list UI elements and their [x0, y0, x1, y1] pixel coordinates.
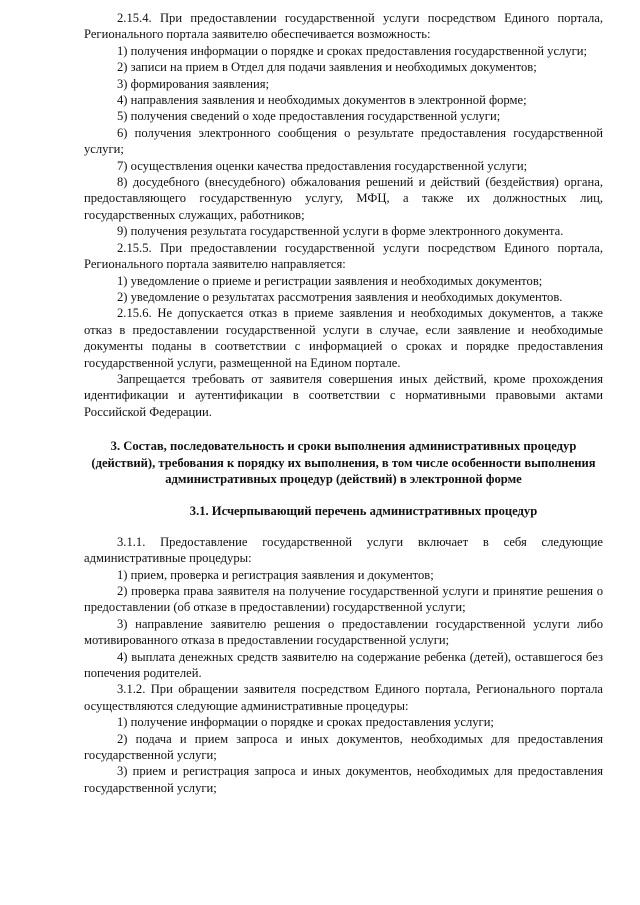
spacer — [84, 420, 603, 438]
list-item: 1) получение информации о порядке и сроках предоставления услуги; — [117, 715, 494, 730]
list-item: 3) формирования заявления; — [117, 76, 270, 91]
list-item: 2) уведомление о результатах рассмотрения заявления и необходимых документов. — [117, 289, 563, 304]
list-item: 1) получения информации о порядке и сроках предоставления государственной услуги; — [117, 43, 588, 58]
list-item: 2) записи на прием в Отдел для подачи заявления и необходимых документов; — [117, 60, 537, 75]
paragraph-2-15-6: 2.15.6. Не допускается отказ в приеме заявления и необходимых документов, а также отказ в предоставлении государственной услуги в случае, если заявление и необходимые документы поданы в соответствии с информацией о сроках и порядке предоставления государственной услуги, размещенной на Едином портале. — [84, 306, 603, 370]
list-item: 8) досудебного (внесудебного) обжалования решений и действий (бездействия) органа, предоставляющего государственную услугу, МФЦ, а также их должностных лиц, государственных служащих, работников; — [84, 175, 603, 222]
list-item: 3) прием и регистрация запроса и иных документов, необходимых для предоставления государственной услуги; — [84, 764, 603, 795]
list-item: 4) направления заявления и необходимых документов в электронной форме; — [117, 93, 527, 108]
subsection-heading: 3.1. Исчерпывающий перечень административных процедур — [189, 504, 538, 519]
list-item: 5) получения сведений о ходе предоставления государственной услуги; — [117, 109, 501, 124]
list-item: 1) прием, проверка и регистрация заявления и документов; — [117, 567, 434, 582]
list-item: 4) выплата денежных средств заявителю на содержание ребенка (детей), оставшегося без попечения родителей. — [84, 649, 603, 681]
section-heading: 3. Состав, последовательность и сроки выполнения административных процедур (действий), требования к порядку их выполнения, в том числе особенности выполнения административных процедур (действий) в электронной форме — [91, 439, 596, 486]
paragraph-3-1-2: 3.1.2. При обращении заявителя посредством Единого портала, Регионального портала осуществляются следующие административные процедуры: — [84, 682, 603, 713]
paragraph-prohibition: Запрещается требовать от заявителя совершения иных действий, кроме прохождения идентификации и аутентификации в соответствии с нормативными правовыми актами Российской Федерации. — [84, 371, 603, 419]
list-item: 9) получения результата государственной услуги в форме электронного документа. — [117, 224, 564, 239]
spacer — [84, 487, 603, 503]
list-item: 1) уведомление о приеме и регистрации заявления и необходимых документов; — [117, 273, 543, 288]
list-item: 7) осуществления оценки качества предоставления государственной услуги; — [117, 158, 528, 173]
paragraph-3-1-1: 3.1.1. Предоставление государственной услуги включает в себя следующие административные процедуры: — [84, 534, 603, 566]
list-item: 3) направление заявителю решения о предоставлении государственной услуги либо мотивированного отказа в предоставлении государственной услуги; — [84, 616, 603, 648]
list-item: 2) проверка права заявителя на получение государственной услуги и принятие решения о предоставлении (об отказе в предоставлении) государственной услуги; — [84, 584, 603, 615]
list-item: 6) получения электронного сообщения о результате предоставления государственной услуги; — [84, 125, 603, 157]
spacer — [84, 520, 603, 534]
list-item: 2) подача и прием запроса и иных документов, необходимых для предоставления государственной услуги; — [84, 731, 603, 763]
paragraph-2-15-4: 2.15.4. При предоставлении государственной услуги посредством Единого портала, Регионального портала заявителю обеспечивается возможность: — [84, 11, 603, 42]
paragraph-2-15-5: 2.15.5. При предоставлении государственной услуги посредством Единого портала, Регионального портала заявителю направляется: — [84, 240, 603, 272]
